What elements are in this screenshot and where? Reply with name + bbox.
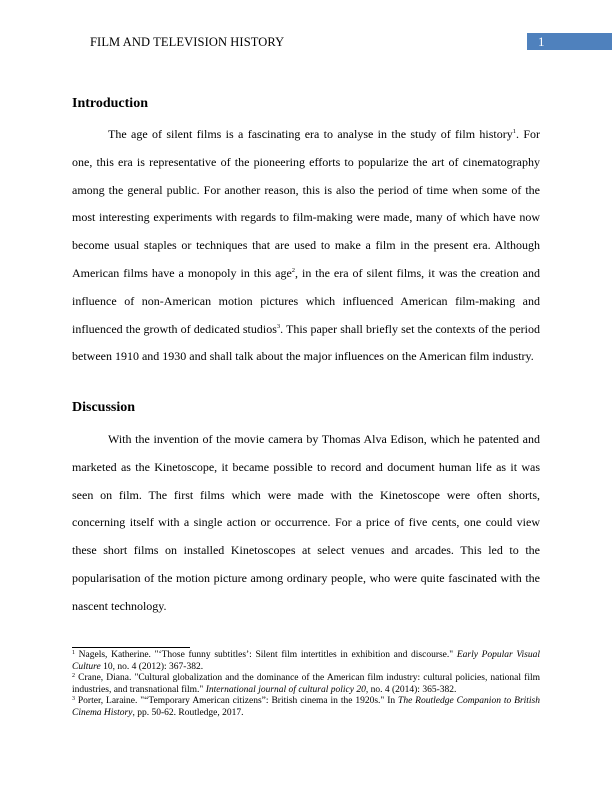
- discussion-paragraph: [72, 426, 540, 621]
- intro-text-part-3: , in the era of silent films, it was the creation and influence of non-American motion pictures which influenced American film-making and influenced the growth of dedicated studios: [72, 265, 540, 336]
- footnote-source-title: Early Popular Visual Culture: [72, 650, 540, 672]
- intro-text-part-1: The age of silent films is a fascinating era to analyse in the study of film history: [108, 127, 513, 141]
- footnote-text: Crane, Diana. "Cultural globalization and the dominance of the American film industry: cultural policies, national film industries, and transnational film.": [72, 673, 540, 695]
- footnote-separator: [72, 647, 190, 648]
- footnote-1: [72, 650, 540, 673]
- intro-text-part-2: . For one, this era is representative of the pioneering efforts to popularize the art of cinematography among the general public. For another reason, this is also the period of time when some of the most interesting experiments with regards to film-making were made, many of which have now become usual staples or techniques that are used to make a film in the present era. Although American films have a monopoly in this age: [72, 127, 540, 280]
- intro-text-part-4: . This paper shall briefly set the contexts of the period between 1910 and 1930 and shall talk about the major influences on the American film industry.: [72, 321, 540, 364]
- footnote-source-title: International journal of cultural policy 20: [205, 684, 366, 695]
- section-heading-introduction: Introduction: [72, 96, 148, 111]
- footnote-number: 2: [72, 673, 75, 679]
- footnote-text: Porter, Laraine. "“Temporary American citizens”: British cinema in the 1920s." In: [75, 696, 399, 706]
- footnote-source-title: The Routledge Companion to British Cinema History: [72, 696, 541, 718]
- footnotes: [72, 650, 540, 719]
- footnote-ref-1[interactable]: 1: [512, 128, 516, 135]
- footnote-number: 1: [72, 650, 75, 656]
- footnote-number: 3: [72, 696, 75, 702]
- running-header: FILM AND TELEVISION HISTORY: [90, 35, 285, 49]
- footnote-tail: 10, no. 4 (2012): 367-382.: [100, 661, 204, 672]
- section-heading-discussion: Discussion: [72, 400, 136, 415]
- footnote-tail: , pp. 50-62. Routledge, 2017.: [132, 707, 244, 718]
- page-number-badge: 1: [527, 33, 612, 50]
- footnote-ref-2[interactable]: 2: [291, 266, 296, 274]
- footnote-ref-3[interactable]: 3: [276, 322, 281, 330]
- footnote-2: [72, 673, 540, 696]
- intro-paragraph: [72, 121, 540, 371]
- footnote-tail: , no. 4 (2014): 365-382.: [365, 684, 457, 695]
- footnote-text: Nagels, Katherine. "‘Those funny subtitles’: Silent film intertitles in exhibition and discourse.": [75, 650, 457, 660]
- footnote-3: [72, 696, 540, 719]
- discussion-text: With the invention of the movie camera by Thomas Alva Edison, which he patented and marketed as the Kinetoscope, it became possible to record and document human life as it was seen on film. The first films which were made with the Kinetoscope were often shorts, concerning itself with a single action or occurrence. For a price of five cents, one could view these short films on installed Kinetoscopes at select venues and arcades. This led to the popularisation of the motion picture among ordinary people, who were quite fascinated with the nascent technology.: [72, 432, 540, 613]
